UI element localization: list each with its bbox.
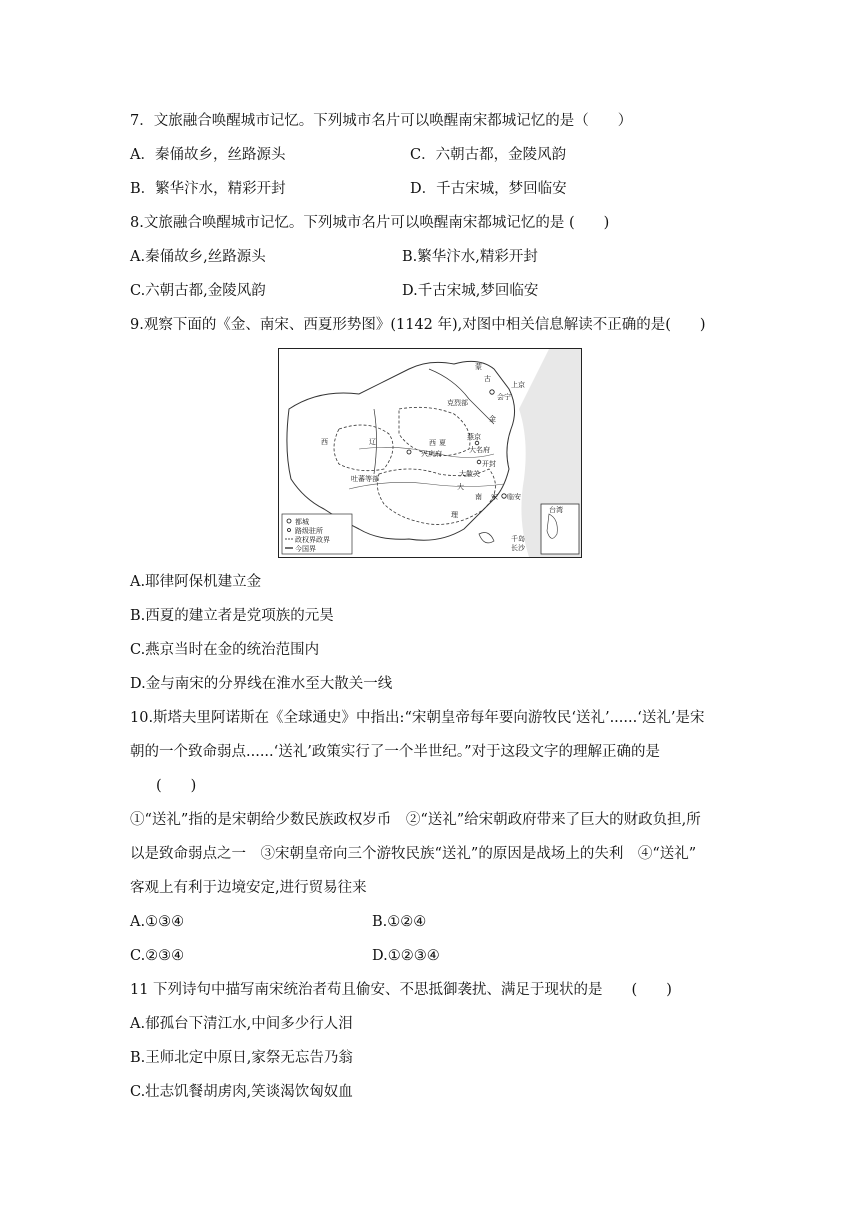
q8-option-c: C.六朝古都,金陵风韵 xyxy=(130,283,266,299)
q8-option-d: D.千古宋城,梦回临安 xyxy=(402,283,539,299)
map-label: 南 xyxy=(475,493,482,501)
map-label: 开封 xyxy=(482,460,496,468)
map-label: 西 xyxy=(321,438,328,446)
map-label: 克烈部 xyxy=(447,399,468,407)
q7-option-d: D．千古宋城，梦回临安 xyxy=(410,181,567,197)
map-label: 会宁 xyxy=(497,393,511,401)
q9-option-b: B.西夏的建立者是党项族的元昊 xyxy=(130,608,334,624)
q10-option-c: C.②③④ xyxy=(130,948,185,964)
map-illustration xyxy=(279,349,581,557)
q10-stem-line3: ( ) xyxy=(156,778,197,794)
q9-stem: 9.观察下面的《金、南宋、西夏形势图》(1142 年),对图中相关信息解读不正确的是( ) xyxy=(130,317,706,333)
map-label: 大散关 xyxy=(459,470,480,478)
q10-option-a: A.①③④ xyxy=(130,914,185,930)
q9-option-c: C.燕京当时在金的统治范围内 xyxy=(130,642,320,658)
q7-option-a: A．秦俑故乡，丝路源头 xyxy=(130,147,286,163)
map-label: 大名府 xyxy=(469,446,490,454)
q8-stem: 8.文旅融合唤醒城市记忆。下列城市名片可以唤醒南宋都城记忆的是 ( ) xyxy=(130,215,610,231)
map-label: 理 xyxy=(451,511,458,519)
q9-option-d: D.金与南宋的分界线在淮水至大散关一线 xyxy=(130,676,393,692)
q7-option-b: B．繁华汴水，精彩开封 xyxy=(130,181,286,197)
map-label: 大 xyxy=(457,483,464,491)
map-label: 临安 xyxy=(507,493,521,501)
q10-statement-line2: 以是致命弱点之一 ③宋朝皇帝向三个游牧民族“送礼”的原因是战场上的失利 ④“送礼” xyxy=(130,846,697,862)
map-label: 吐蕃等部 xyxy=(351,475,379,483)
q10-statement-line1: ①“送礼”指的是宋朝给少数民族政权岁币 ②“送礼”给宋朝政府带来了巨大的财政负担,所 xyxy=(130,812,701,828)
q11-option-b: B.王师北定中原日,家祭无忘告乃翁 xyxy=(130,1050,353,1066)
q8-option-b: B.繁华汴水,精彩开封 xyxy=(402,249,538,265)
q7-option-c: C．六朝古都，金陵风韵 xyxy=(410,147,567,163)
q10-stem-line2: 朝的一个致命弱点......‘送礼’政策实行了一个半世纪。”对于这段文字的理解正确的是 xyxy=(130,744,661,760)
map-label: 西 xyxy=(429,439,436,447)
map-label: 兴庆府 xyxy=(421,450,442,458)
q11-stem: 11 下列诗句中描写南宋统治者苟且偷安、不思抵御袭扰、满足于现状的是 ( ) xyxy=(130,982,672,998)
map-label: 台湾 xyxy=(549,506,563,514)
map-label: 辽 xyxy=(369,438,376,446)
q10-statement-line3: 客观上有利于边境安定,进行贸易往来 xyxy=(130,880,367,896)
map-label: 金 xyxy=(489,415,496,423)
q9-option-a: A.耶律阿保机建立金 xyxy=(130,574,262,590)
map-label: 蒙 xyxy=(475,363,482,371)
q7-stem: 7．文旅融合唤醒城市记忆。下列城市名片可以唤醒南宋都城记忆的是（ ） xyxy=(130,113,633,129)
q11-option-a: A.郁孤台下清江水,中间多少行人泪 xyxy=(130,1016,353,1032)
map-label: 古 xyxy=(484,375,491,383)
q10-option-b: B.①②④ xyxy=(372,914,427,930)
map-label: 宋 xyxy=(491,493,498,501)
legend-item: 政权界政界 xyxy=(295,536,330,544)
q10-stem-line1: 10.斯塔夫里阿诺斯在《全球通史》中指出:“宋朝皇帝每年要向游牧民‘送礼’......‘送礼’是宋 xyxy=(130,710,705,726)
historical-map xyxy=(278,348,582,558)
q10-option-d: D.①②③④ xyxy=(372,948,440,964)
q8-option-a: A.秦俑故乡,丝路源头 xyxy=(130,249,266,265)
legend-item: 今国界 xyxy=(295,545,316,553)
map-label: 上京 xyxy=(511,381,525,389)
map-label: 夏 xyxy=(439,439,446,447)
map-label: 燕京 xyxy=(467,433,481,441)
legend-item: 都城 xyxy=(295,518,309,526)
q11-option-c: C.壮志饥餐胡虏肉,笑谈渴饮匈奴血 xyxy=(130,1084,353,1100)
map-label: 千岛 xyxy=(511,535,525,543)
map-label: 长沙 xyxy=(511,544,525,552)
legend-item: 路级驻所 xyxy=(295,527,323,535)
